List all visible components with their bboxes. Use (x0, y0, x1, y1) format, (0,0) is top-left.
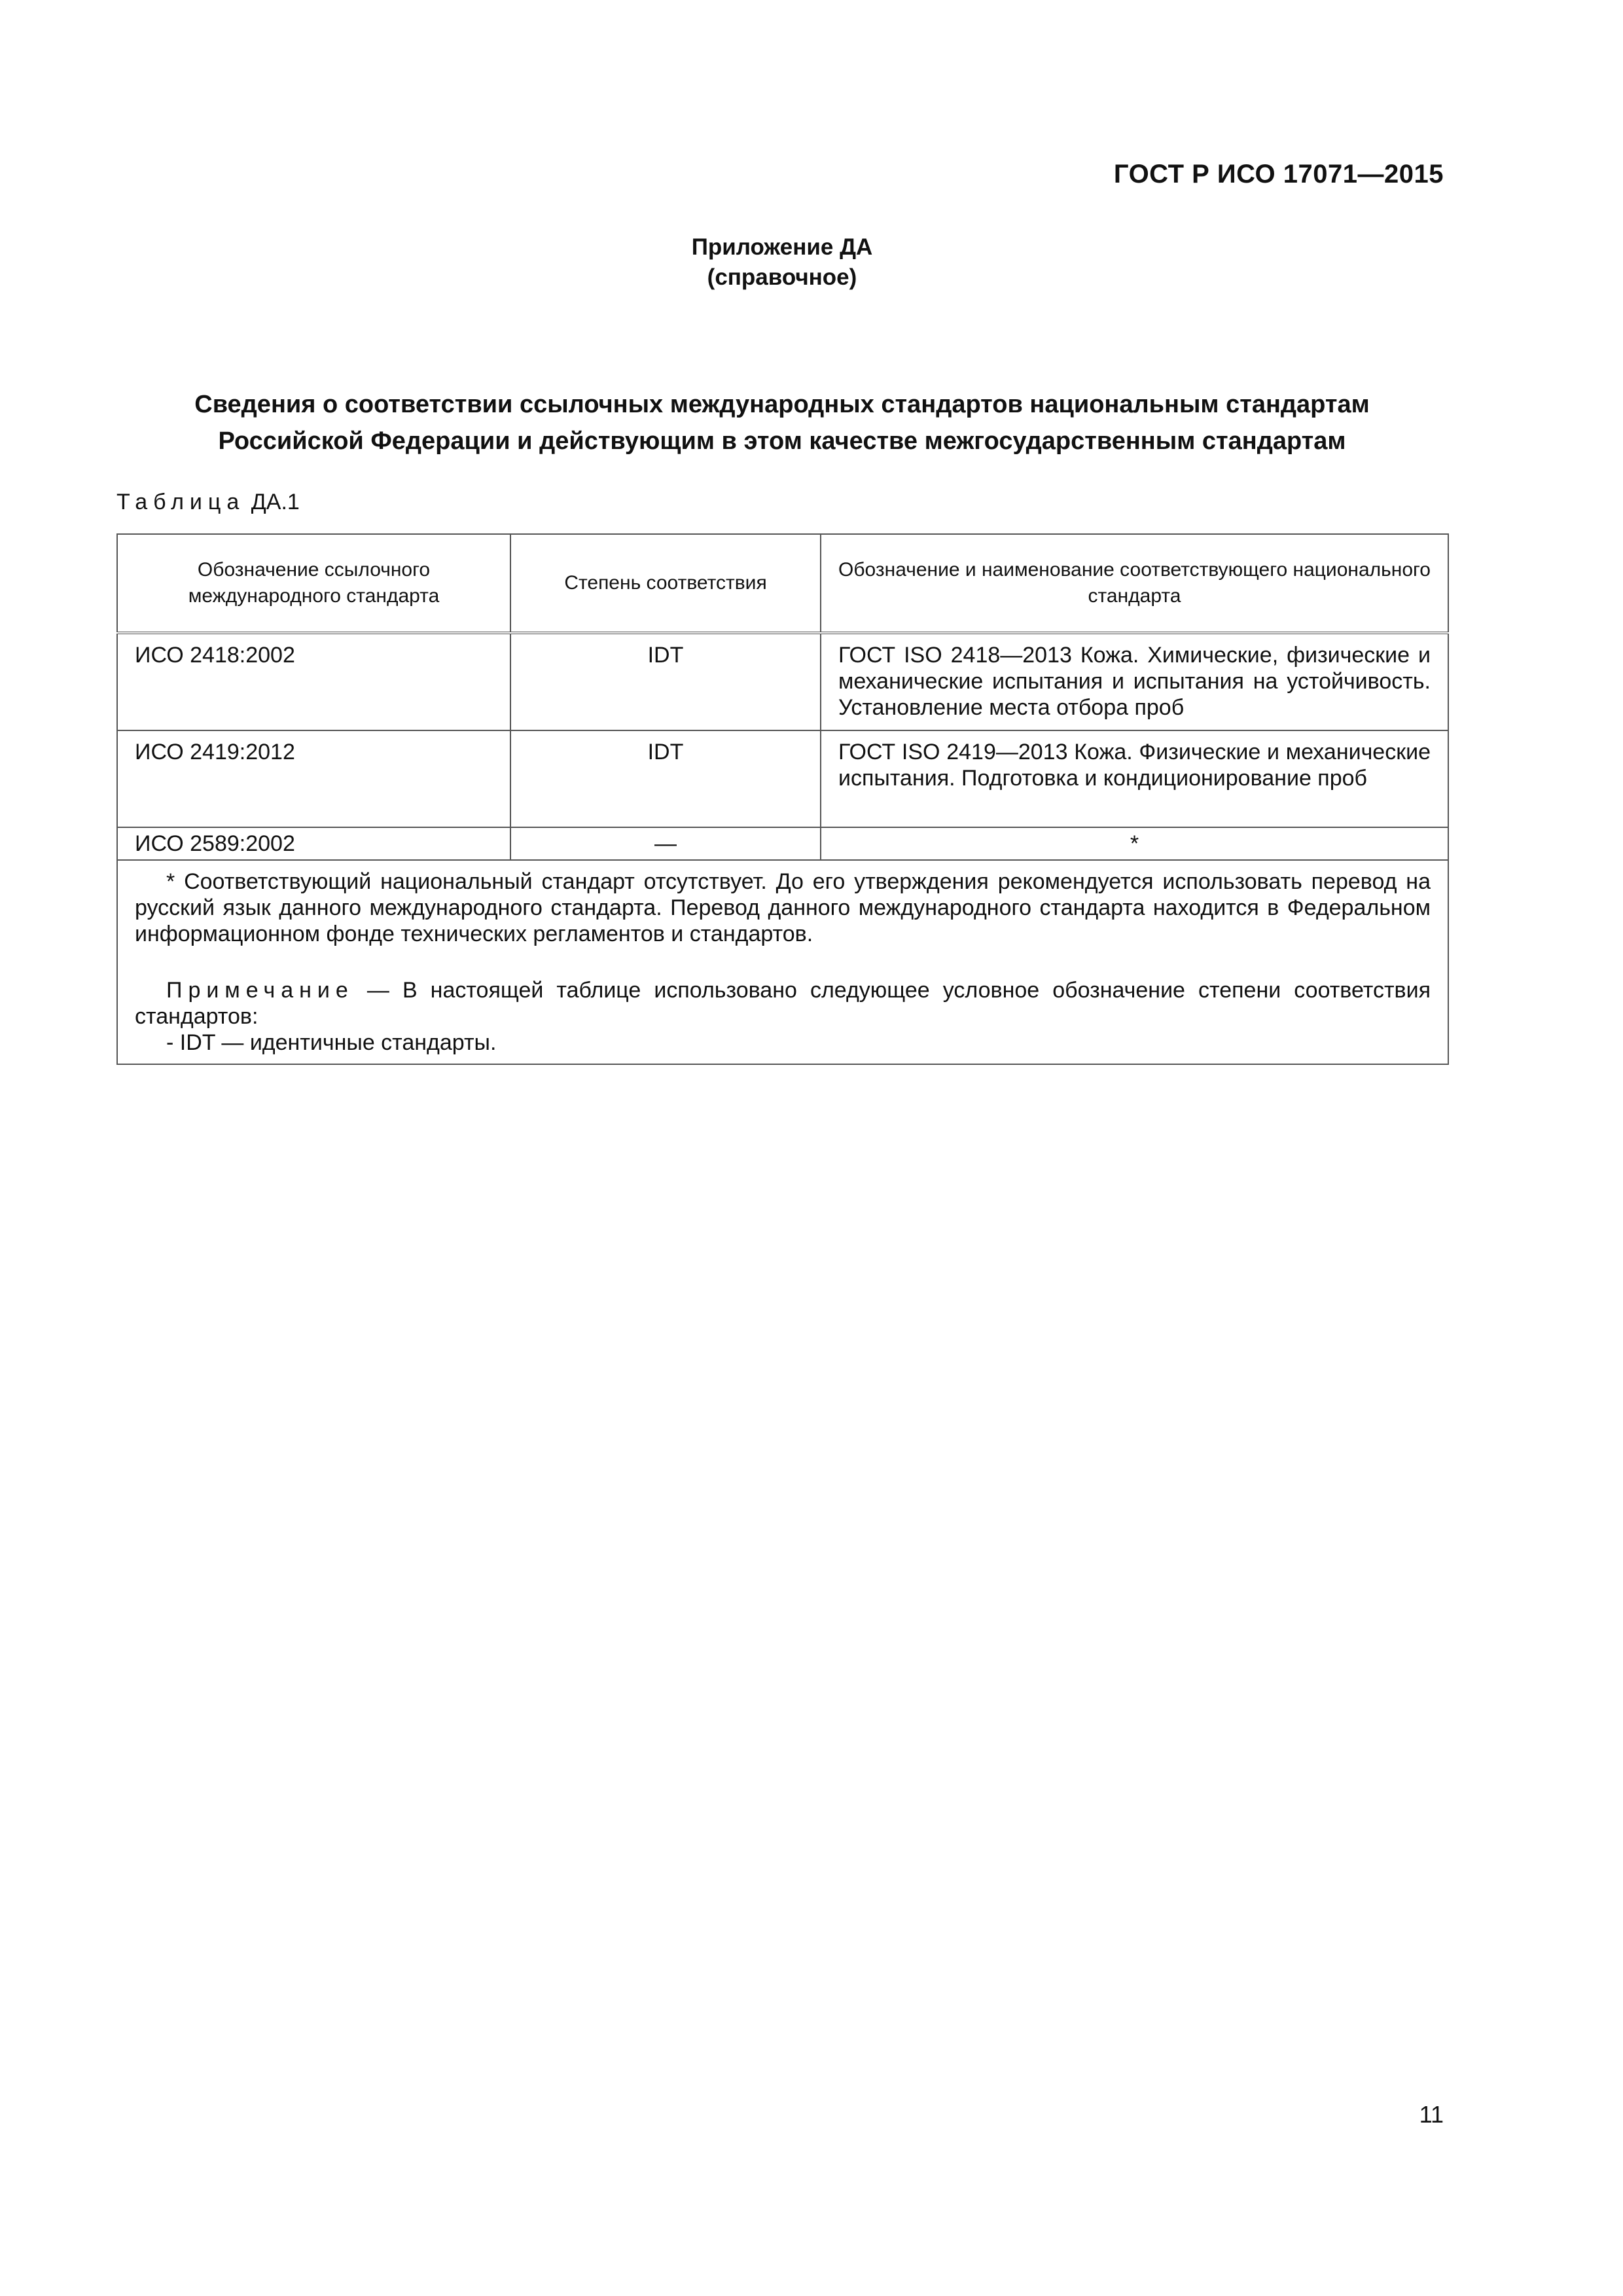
cell-national-standard: ГОСТ ISO 2419—2013 Кожа. Физические и механические испытания. Подготовка и кондиционирование проб (821, 730, 1448, 827)
table-label-number: ДА.1 (251, 490, 300, 514)
section-title-line-2: Российской Федерации и действующим в этом качестве межгосударственным стандартам (218, 427, 1346, 455)
note-label: Примечание (166, 978, 354, 1003)
table-row (117, 827, 1448, 860)
annex-status: (справочное) (707, 264, 857, 290)
section-title (116, 386, 1448, 459)
table-header-row (117, 534, 1448, 633)
table-notes-row (117, 860, 1448, 1064)
cell-international-standard: ИСО 2589:2002 (117, 827, 510, 860)
page-number: 11 (1419, 2101, 1444, 2128)
section-title-line-1: Сведения о соответствии ссылочных международных стандартов национальным стандартам (194, 391, 1370, 418)
table-note (135, 977, 1431, 1030)
cell-degree: IDT (510, 633, 821, 730)
cell-national-standard: * (821, 827, 1448, 860)
document-code: ГОСТ Р ИСО 17071—2015 (1113, 160, 1444, 188)
annex-title: Приложение ДА (691, 234, 873, 260)
note-list-item: - IDT — идентичные стандарты. (166, 1030, 497, 1055)
header-national-standard: Обозначение и наименование соответствующего национального стандарта (821, 534, 1448, 633)
table-label-word: Таблица (116, 490, 245, 514)
cell-degree: IDT (510, 730, 821, 827)
cell-international-standard: ИСО 2418:2002 (117, 633, 510, 730)
correspondence-table (116, 533, 1449, 1065)
table-row (117, 633, 1448, 730)
table-label (116, 490, 300, 515)
cell-national-standard: ГОСТ ISO 2418—2013 Кожа. Химические, физические и механические испытания и испытания на устойчивость. Установление места отбора проб (821, 633, 1448, 730)
table-row (117, 730, 1448, 827)
header-international-standard: Обозначение ссылочного международного стандарта (117, 534, 510, 633)
cell-international-standard: ИСО 2419:2012 (117, 730, 510, 827)
header-degree-of-correspondence: Степень соответствия (510, 534, 821, 633)
table-notes-cell (117, 860, 1448, 1064)
table-footnote: * Соответствующий национальный стандарт отсутствует. До его утверждения рекомендуется использовать перевод на русский язык данного международного стандарта. Перевод данного международного стандарта находится в Федеральном информационном фонде технических регламентов и стандартов. (135, 869, 1431, 946)
cell-degree: — (510, 827, 821, 860)
note-text: — В настоящей таблице использовано следующее условное обозначение степени соответствия стандартов: (135, 978, 1431, 1029)
